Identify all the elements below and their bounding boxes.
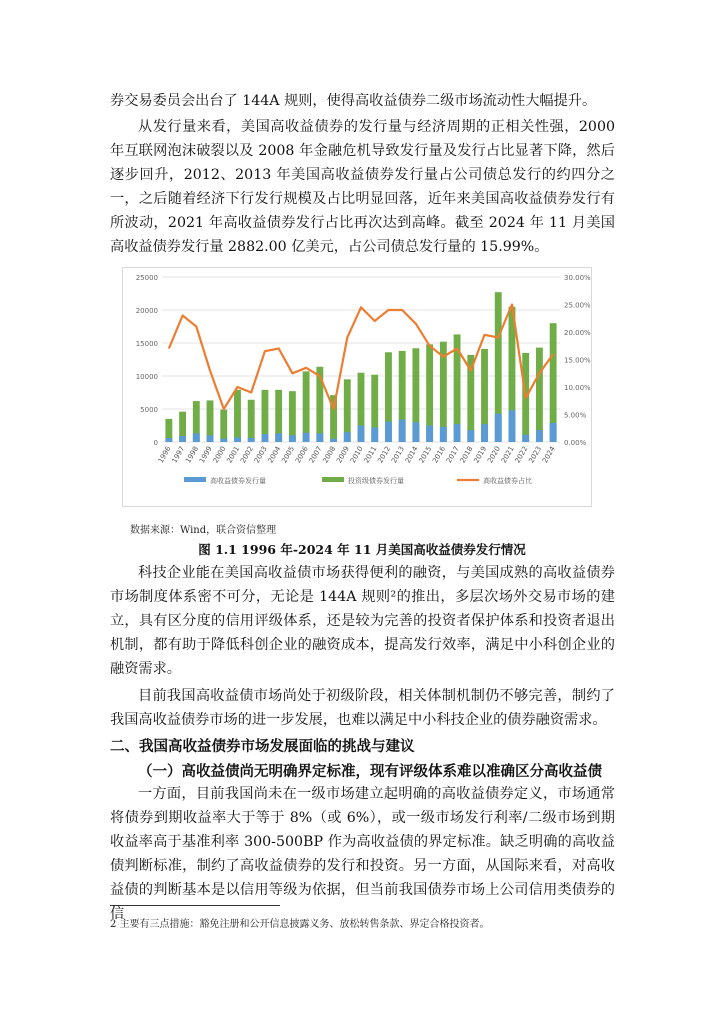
bar-high-yield [330, 439, 337, 442]
bar-high-yield [275, 433, 282, 442]
x-tick: 1999 [197, 445, 214, 465]
paragraph-domestic-market: 目前我国高收益债市场尚处于初级阶段，相关体制机制仍不够完善，制约了我国高收益债券市场的进一步发展，也难以满足中小科技企业的债券融资需求。 [110, 688, 615, 728]
y-tick-right: 25.00% [564, 301, 591, 310]
bar-high-yield [248, 438, 255, 442]
x-tick: 2021 [499, 445, 516, 465]
bar-investment-grade [234, 390, 241, 442]
bar-high-yield [371, 427, 378, 442]
bar-high-yield [262, 434, 269, 442]
bar-high-yield [385, 422, 392, 442]
x-tick: 2022 [513, 445, 530, 465]
x-tick: 2019 [472, 445, 489, 465]
y-tick-right: 20.00% [564, 329, 591, 337]
x-tick: 2000 [211, 445, 228, 465]
x-tick: 2017 [444, 445, 461, 465]
bar-high-yield [193, 433, 200, 442]
bar-high-yield [358, 426, 365, 443]
x-tick: 2001 [225, 445, 242, 465]
x-tick: 2006 [293, 445, 310, 465]
x-tick: 2015 [417, 445, 434, 465]
x-tick: 2020 [486, 445, 502, 465]
bar-high-yield [550, 423, 557, 442]
bar-high-yield [289, 435, 296, 442]
x-tick: 2005 [280, 445, 297, 465]
subsection-heading: （一）高收益债尚无明确界定标准，现有评级体系难以准确区分高收益债 [138, 763, 602, 780]
x-tick: 2018 [458, 445, 475, 465]
x-tick: 2013 [390, 445, 406, 465]
y-tick-left: 25000 [135, 274, 158, 282]
x-tick: 1996 [156, 445, 173, 465]
source-note: 数据来源：Wind，联合资信整理 [130, 525, 277, 536]
y-tick-right: 10.00% [564, 384, 591, 392]
bar-high-yield [481, 424, 488, 442]
bar-investment-grade [536, 348, 543, 442]
x-tick: 2010 [348, 445, 365, 465]
bar-investment-grade [303, 371, 310, 442]
x-tick: 2009 [335, 445, 352, 465]
paragraph-tech-companies: 科技企业能在美国高收益债市场获得便利的融资，与美国成熟的高收益债券市场制度体系密不可分，无论是 144A 规则²的推出，多层次场外交易市场的建立，具有区分度的信用评级体系，还是较为完善的投资者保护体系和投资者退出机制，都有助于降低科创企业的融资成本，提高发行效率，满足中小科创企业的融资需求。 [110, 565, 615, 677]
x-tick: 2024 [541, 445, 557, 465]
bar-high-yield [509, 410, 516, 442]
x-tick: 2012 [376, 445, 393, 465]
x-tick: 2008 [321, 445, 338, 465]
bar-high-yield [165, 438, 172, 442]
x-tick: 2014 [403, 445, 420, 465]
y-tick-right: 5.00% [564, 411, 587, 420]
x-tick: 2023 [527, 445, 544, 465]
y-tick-left: 15000 [135, 340, 158, 348]
paragraph-continued: 券交易委员会出台了 144A 规则，使得高收益债券二级市场流动性大幅提升。 [110, 93, 597, 109]
bar-high-yield [454, 424, 461, 442]
chart-frame [123, 268, 592, 507]
bar-high-yield [234, 437, 241, 442]
bar-high-yield [179, 436, 186, 442]
x-tick: 2016 [431, 445, 448, 465]
x-tick: 2011 [362, 445, 379, 465]
y-tick-left: 10000 [135, 373, 158, 381]
y-tick-left: 20000 [135, 307, 158, 315]
y-tick-left: 0 [153, 439, 158, 447]
x-tick: 2004 [266, 445, 283, 465]
bar-high-yield [207, 435, 214, 442]
bar-high-yield [440, 427, 447, 442]
bar-high-yield [536, 430, 543, 442]
legend-high-yield: 高收益债券发行量 [210, 477, 266, 485]
footnote-divider [110, 905, 280, 906]
footnote: 2 主要有三点措施：豁免注册和公开信息披露义务、放松转售条款、界定合格投资者。 [110, 919, 490, 930]
bar-investment-grade [289, 391, 296, 442]
x-tick: 1998 [184, 445, 201, 465]
bar-high-yield [316, 433, 323, 442]
y-tick-left: 5000 [140, 406, 158, 414]
bar-high-yield [522, 435, 529, 442]
bar-investment-grade [220, 410, 227, 442]
y-tick-right: 0.00% [564, 439, 587, 447]
bar-high-yield [220, 439, 227, 442]
bar-high-yield [426, 426, 433, 443]
y-tick-right: 15.00% [564, 356, 591, 365]
legend-investment-grade-swatch [322, 477, 344, 482]
bar-investment-grade [248, 400, 255, 442]
y-tick-right: 30.00% [564, 274, 591, 282]
bar-high-yield [467, 430, 474, 442]
bar-high-yield [399, 420, 406, 442]
bar-high-yield [303, 433, 310, 442]
paragraph-definition: 一方面，目前我国尚未在一级市场建立起明确的高收益债券定义，市场通常将债券到期收益率大于等于 8%（或 6%），或一级市场发行利率/二级市场到期收益率高于基准利率 300-500BP 作为高收益债的界定标准。缺乏明确的高收益债判断标准，制约了高收益债券的发行和投资。另一方面，从国际来看，对高收益债的判断基本是以信用等级为依据，但当前我国债券市场上公司信用类债券的信 [110, 786, 615, 922]
paragraph-issuance: 从发行量来看，美国高收益债券的发行量与经济周期的正相关性强，2000 年互联网泡沫破裂以及 2008 年金融危机导致发行量及发行占比显著下降，然后逐步回升，2012、2013 年美国高收益债券发行量占公司债总发行的约四分之一，之后随着经济下行发行规模及占比明显回落，近年来美国高收益债券发行有所波动，2021 年高收益债券发行占比再次达到高峰。截至 2024 年 11 月美国高收益债券发行量 2882.00 亿美元，占公司债总发行量的 15.99%。 [110, 119, 615, 255]
bar-high-yield [495, 414, 502, 442]
x-tick: 2007 [307, 445, 324, 465]
x-tick: 2002 [239, 445, 255, 465]
bar-high-yield [412, 422, 419, 442]
legend-ratio: 高收益债券占比 [483, 477, 532, 485]
issuance-chart [122, 267, 592, 507]
x-tick: 1997 [170, 445, 187, 465]
x-tick: 2003 [252, 445, 269, 465]
legend-high-yield-swatch [184, 477, 206, 482]
section-heading: 二、我国高收益债券市场发展面临的挑战与建议 [110, 738, 415, 755]
bar-high-yield [344, 432, 351, 442]
legend-investment-grade: 投资级债券发行量 [348, 477, 404, 485]
figure-caption: 图 1.1 1996 年-2024 年 11 月美国高收益债券发行情况 [198, 542, 526, 557]
